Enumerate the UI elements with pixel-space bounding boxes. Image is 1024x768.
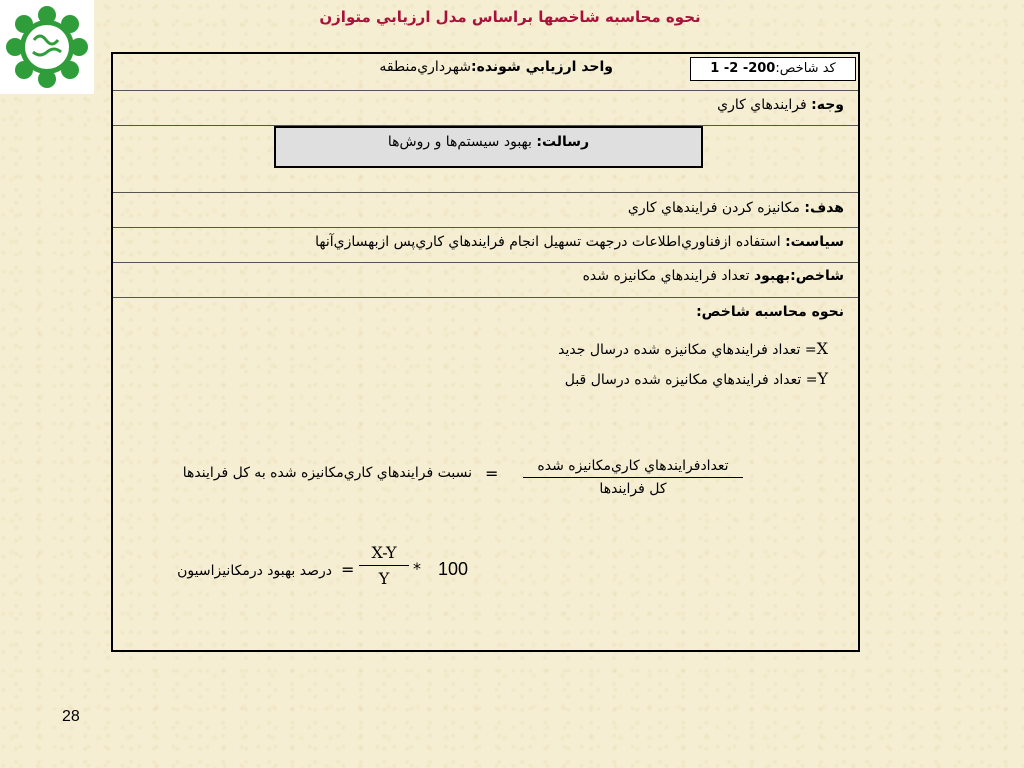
indicator-value: تعداد فرايندهاي مكانيزه شده [582, 268, 750, 284]
improvement-denominator: Y [378, 569, 390, 588]
indicator-row [583, 268, 844, 284]
y-variable: Y [817, 369, 828, 388]
slide-title: نحوه محاسبه شاخصها براساس مدل ارزيابي متوازن [319, 8, 701, 26]
x-equals: = [804, 342, 817, 358]
unit-label: واحد ارزيابي شونده: [470, 59, 613, 75]
indicator-label: شاخص:بهبود [754, 268, 844, 284]
mission-box [274, 126, 703, 168]
goal-row [628, 200, 844, 216]
y-equals: = [805, 372, 818, 388]
aspect-label: وجه: [811, 97, 844, 113]
fraction-bar [523, 477, 743, 478]
y-definition [565, 369, 828, 388]
mission-label: رسالت: [536, 134, 590, 150]
fraction-bar [359, 565, 409, 566]
ratio-denominator: كل فرايندها [599, 481, 667, 497]
goal-label: هدف: [804, 200, 844, 216]
calculation-heading: نحوه محاسبه شاخص: [696, 304, 844, 320]
aspect-value: فرايندهاي كاري [717, 97, 807, 113]
x-definition [558, 339, 828, 358]
improvement-factor: 100 [438, 559, 469, 579]
goal-value: مكانيزه كردن فرايندهاي كاري [627, 200, 800, 216]
municipality-logo [0, 0, 94, 94]
policy-row [315, 234, 844, 250]
unit-value: شهرداري‌منطقه [379, 59, 471, 75]
indicator-code-box [690, 57, 856, 81]
y-text: تعداد فرايندهاي مكانيزه شده درسال قبل [564, 372, 802, 388]
improvement-numerator: X-Y [371, 543, 397, 562]
divider [113, 90, 858, 91]
code-value: 1 -2 -200 [710, 61, 776, 76]
ratio-fraction [523, 458, 743, 497]
ratio-label: نسبت فرايندهاي كاري‌مكانيزه شده به كل فرايندها [182, 465, 472, 481]
multiply-operator: * [413, 559, 421, 578]
improvement-label: درصد بهبود درمكانيزاسيون [177, 563, 332, 579]
divider [113, 262, 858, 263]
improvement-equals: = [341, 560, 355, 579]
improvement-fraction [359, 543, 409, 588]
indicator-card [111, 52, 860, 652]
ratio-equals: = [485, 464, 499, 483]
policy-value: استفاده ازفناوري‌اطلاعات درجهت تسهيل انجام فرايندهاي كاري‌پس ازبهسازي‌آنها [315, 234, 781, 250]
evaluated-unit [379, 59, 613, 75]
ratio-numerator: تعدادفرايندهاي كاري‌مكانيزه شده [537, 458, 729, 474]
x-text: تعداد فرايندهاي مكانيزه شده درسال جديد [558, 342, 801, 358]
divider [113, 227, 858, 228]
divider [113, 297, 858, 298]
aspect-row [717, 97, 844, 113]
x-variable: X [816, 339, 828, 358]
logo-emblem-icon [0, 0, 94, 94]
divider [113, 192, 858, 193]
code-label: کد شاخص: [775, 61, 836, 76]
page-number: 28 [62, 708, 80, 725]
policy-label: سياست: [785, 234, 844, 250]
mission-value: بهبود سيستم‌ها و روش‌ها [387, 134, 532, 150]
